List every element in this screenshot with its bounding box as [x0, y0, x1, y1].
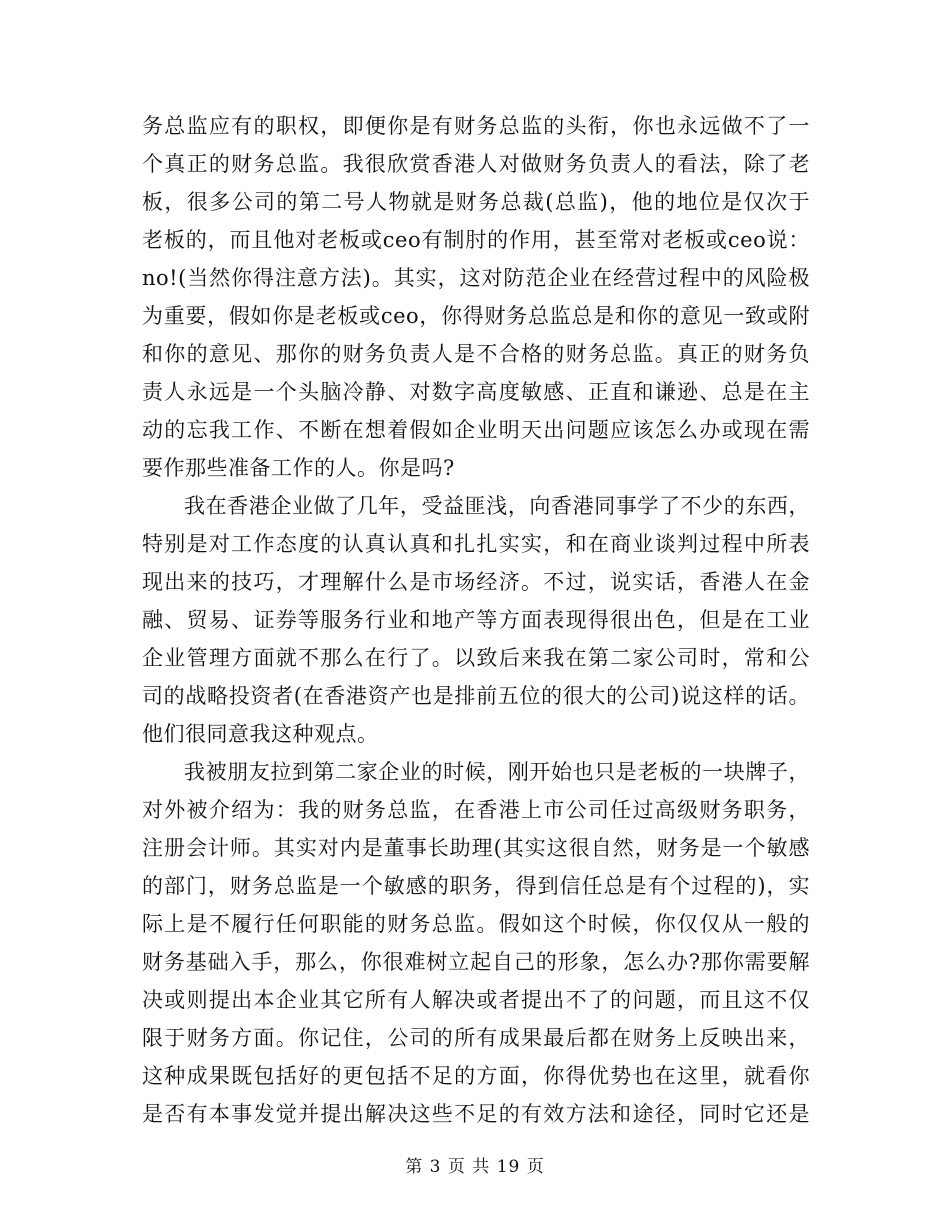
text-line: 限于财务方面。你记住，公司的所有成果最后都在财务上反映出来，: [142, 1026, 810, 1050]
text-line: 个真正的财务总监。我很欣赏香港人对做财务负责人的看法，除了老: [142, 152, 810, 176]
text-line: 和你的意见、那你的财务负责人是不合格的财务总监。真正的财务负: [142, 342, 810, 366]
text-line: 的部门，财务总监是一个敏感的职务，得到信任总是有个过程的)，实: [142, 874, 810, 898]
text-line: 老板的，而且他对老板或ceo有制肘的作用，甚至常对老板或ceo说：: [142, 228, 810, 252]
text-line: 融、贸易、证券等服务行业和地产等方面表现得很出色，但是在工业: [142, 608, 810, 632]
text-line: 对外被介绍为：我的财务总监，在香港上市公司任过高级财务职务，: [142, 798, 810, 822]
text-line: 板，很多公司的第二号人物就是财务总裁(总监)，他的地位是仅次于: [142, 190, 810, 214]
text-line: 现出来的技巧，才理解什么是市场经济。不过，说实话，香港人在金: [142, 570, 810, 594]
text-line: 企业管理方面就不那么在行了。以致后来我在第二家公司时，常和公: [142, 646, 810, 670]
text-line: 要作那些准备工作的人。你是吗?: [142, 456, 455, 480]
text-line: 财务基础入手，那么，你很难树立起自己的形象，怎么办?那你需要解: [142, 950, 810, 974]
text-line: 责人永远是一个头脑冷静、对数字高度敏感、正直和谦逊、总是在主: [142, 380, 810, 404]
text-line: no!(当然你得注意方法)。其实，这对防范企业在经营过程中的风险极: [142, 266, 810, 290]
text-line: 际上是不履行任何职能的财务总监。假如这个时候，你仅仅从一般的: [142, 912, 810, 936]
text-line: 为重要，假如你是老板或ceo，你得财务总监总是和你的意见一致或附: [142, 304, 810, 328]
text-line: 特别是对工作态度的认真认真和扎扎实实，和在商业谈判过程中所表: [142, 532, 810, 556]
body-text: [142, 107, 810, 1133]
text-line: 务总监应有的职权，即便你是有财务总监的头衔，你也永远做不了一: [142, 114, 810, 138]
text-line: 司的战略投资者(在香港资产也是排前五位的很大的公司)说这样的话。: [142, 684, 810, 708]
paragraph-first-line: 我在香港企业做了几年，受益匪浅，向香港同事学了不少的东西，: [184, 494, 810, 518]
text-line: 这种成果既包括好的更包括不足的方面，你得优势也在这里，就看你: [142, 1064, 810, 1088]
page-number: 第 3 页 共 19 页: [405, 1157, 545, 1177]
text-line: 他们很同意我这种观点。: [142, 722, 379, 746]
text-line: 动的忘我工作、不断在想着假如企业明天出问题应该怎么办或现在需: [142, 418, 810, 442]
text-line: 决或则提出本企业其它所有人解决或者提出不了的问题，而且这不仅: [142, 988, 810, 1012]
text-line: 是否有本事发觉并提出解决这些不足的有效方法和途径，同时它还是: [142, 1102, 810, 1126]
paragraph-first-line: 我被朋友拉到第二家企业的时候，刚开始也只是老板的一块牌子，: [184, 760, 810, 784]
text-line: 注册会计师。其实对内是董事长助理(其实这很自然，财务是一个敏感: [142, 836, 810, 860]
